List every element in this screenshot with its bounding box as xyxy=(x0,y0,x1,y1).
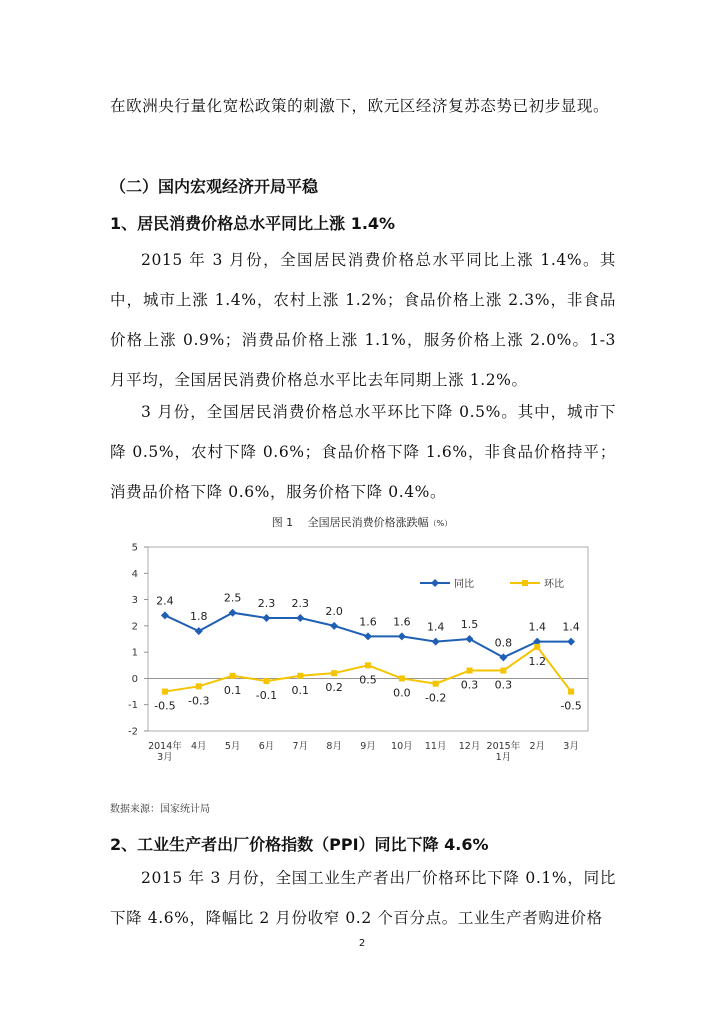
legend-label: 同比 xyxy=(454,579,474,590)
heading-ppi: 2、工业生产者出厂价格指数（PPI）同比下降 4.6% xyxy=(110,835,489,854)
data-point-yoy xyxy=(330,622,338,630)
data-label-yoy: 2.4 xyxy=(156,594,174,608)
x-tick-label: 3月 xyxy=(157,752,173,763)
paragraph-euro-recovery: 在欧洲央行量化宽松政策的刺激下，欧元区经济复苏态势已初步显现。 xyxy=(110,97,610,115)
data-label-mom: -0.5 xyxy=(154,699,176,713)
data-point-mom xyxy=(399,675,405,681)
data-label-mom: 0.0 xyxy=(393,686,411,700)
data-point-yoy xyxy=(262,614,270,622)
data-point-yoy xyxy=(499,653,507,661)
section-heading: （二）国内宏观经济开局平稳 xyxy=(110,177,319,196)
data-point-yoy xyxy=(195,627,203,635)
cpi-chart xyxy=(110,531,596,779)
y-tick-label: 3 xyxy=(131,595,138,607)
legend-marker xyxy=(431,579,439,587)
cpi-line-chart xyxy=(110,531,596,775)
data-label-yoy: 1.4 xyxy=(528,620,546,634)
data-label-yoy: 2.3 xyxy=(257,596,276,610)
data-label-yoy: 1.8 xyxy=(190,610,208,624)
data-label-mom: 1.2 xyxy=(528,654,546,668)
data-label-mom: 0.5 xyxy=(359,673,377,687)
data-label-mom: 0.1 xyxy=(223,683,242,697)
y-tick-label: -2 xyxy=(128,726,138,738)
x-tick-label: 7月 xyxy=(292,741,309,752)
data-point-mom xyxy=(162,689,168,695)
data-point-mom xyxy=(331,670,337,676)
data-point-yoy xyxy=(364,632,372,640)
data-point-mom xyxy=(297,673,303,679)
paragraph-ppi: 2015 年 3 月份，全国工业生产者出厂价格环比下降 0.1%，同比下降 4.6%，降幅比 2 月份收窄 0.2 个百分点。工业生产者购进价格 xyxy=(110,869,616,927)
data-point-yoy xyxy=(567,638,575,646)
figure-unit: （%） xyxy=(428,519,453,528)
data-point-yoy xyxy=(432,638,440,646)
data-point-mom xyxy=(568,689,574,695)
data-point-yoy xyxy=(398,632,406,640)
data-point-mom xyxy=(230,673,236,679)
data-label-yoy: 1.5 xyxy=(460,618,479,631)
data-point-yoy xyxy=(229,609,237,617)
x-tick-label: 1月 xyxy=(495,752,512,763)
x-tick-label: 6月 xyxy=(258,741,275,752)
x-tick-label: 2015年 xyxy=(486,741,521,752)
legend-marker xyxy=(522,580,528,586)
data-label-yoy: 2.5 xyxy=(223,591,242,605)
x-tick-label: 4月 xyxy=(190,741,207,752)
data-point-mom xyxy=(196,683,202,689)
data-label-yoy: 2.0 xyxy=(325,604,343,618)
data-label-mom: -0.3 xyxy=(188,694,210,708)
data-label-mom: 0.3 xyxy=(460,678,479,692)
x-tick-label: 3月 xyxy=(563,741,579,752)
data-point-mom xyxy=(365,662,371,668)
data-label-yoy: 0.8 xyxy=(494,636,513,650)
x-tick-label: 2月 xyxy=(529,741,546,752)
x-tick-label: 5月 xyxy=(224,741,241,752)
page-number: 2 xyxy=(358,938,366,949)
y-tick-label: 5 xyxy=(131,542,138,554)
heading-cpi: 1、居民消费价格总水平同比上涨 1.4% xyxy=(110,214,396,233)
y-tick-label: 2 xyxy=(131,621,138,633)
paragraph-cpi-yoy: 2015 年 3 月份，全国居民消费价格总水平同比上涨 1.4%。其中，城市上涨 1.4%，农村上涨 1.2%；食品价格上涨 2.3%，非食品价格上涨 0.9%；消费品价格上涨 1.1%，服务价格上涨 2.0%。1-3 月平均，全国居民消费价格总水平比去年同期上涨 1.2%。 xyxy=(110,251,616,389)
data-label-yoy: 2.3 xyxy=(291,596,310,610)
data-label-mom: -0.2 xyxy=(424,691,447,705)
legend-label: 环比 xyxy=(544,579,564,590)
data-point-yoy xyxy=(466,635,474,643)
data-label-yoy: 1.6 xyxy=(393,615,411,629)
data-label-mom: -0.1 xyxy=(255,689,278,703)
data-label-yoy: 1.6 xyxy=(359,615,377,629)
data-point-mom xyxy=(500,668,506,674)
y-tick-label: 1 xyxy=(131,647,138,659)
x-tick-label: 8月 xyxy=(326,741,342,752)
data-source: 数据来源：国家统计局 xyxy=(110,804,210,815)
y-tick-label: 0 xyxy=(131,673,138,685)
data-label-yoy: 1.4 xyxy=(562,620,580,634)
data-label-yoy: 1.4 xyxy=(426,620,445,634)
x-tick-label: 10月 xyxy=(391,741,413,752)
x-tick-label: 11月 xyxy=(424,741,447,752)
data-point-mom xyxy=(263,678,269,684)
x-tick-label: 12月 xyxy=(458,741,481,752)
data-point-mom xyxy=(467,668,473,674)
data-point-mom xyxy=(433,681,439,687)
data-point-yoy xyxy=(296,614,304,622)
figure-title-text: 图 1 全国居民消费价格涨跌幅 xyxy=(271,516,429,529)
data-label-mom: 0.3 xyxy=(494,678,513,692)
figure-title xyxy=(0,514,724,530)
y-tick-label: 4 xyxy=(131,568,138,580)
data-point-mom xyxy=(534,644,540,650)
x-tick-label: 9月 xyxy=(360,741,376,752)
y-tick-label: -1 xyxy=(128,700,138,712)
paragraph-cpi-mom: 3 月份，全国居民消费价格总水平环比下降 0.5%。其中，城市下降 0.5%，农村下降 0.6%；食品价格下降 1.6%，非食品价格持平；消费品价格下降 0.6%，服务价格下降 0.4%。 xyxy=(110,403,616,501)
data-label-mom: 0.2 xyxy=(325,681,343,695)
data-point-yoy xyxy=(161,611,169,619)
data-label-mom: 0.1 xyxy=(291,683,310,697)
x-tick-label: 2014年 xyxy=(148,741,182,752)
data-label-mom: -0.5 xyxy=(560,699,582,713)
